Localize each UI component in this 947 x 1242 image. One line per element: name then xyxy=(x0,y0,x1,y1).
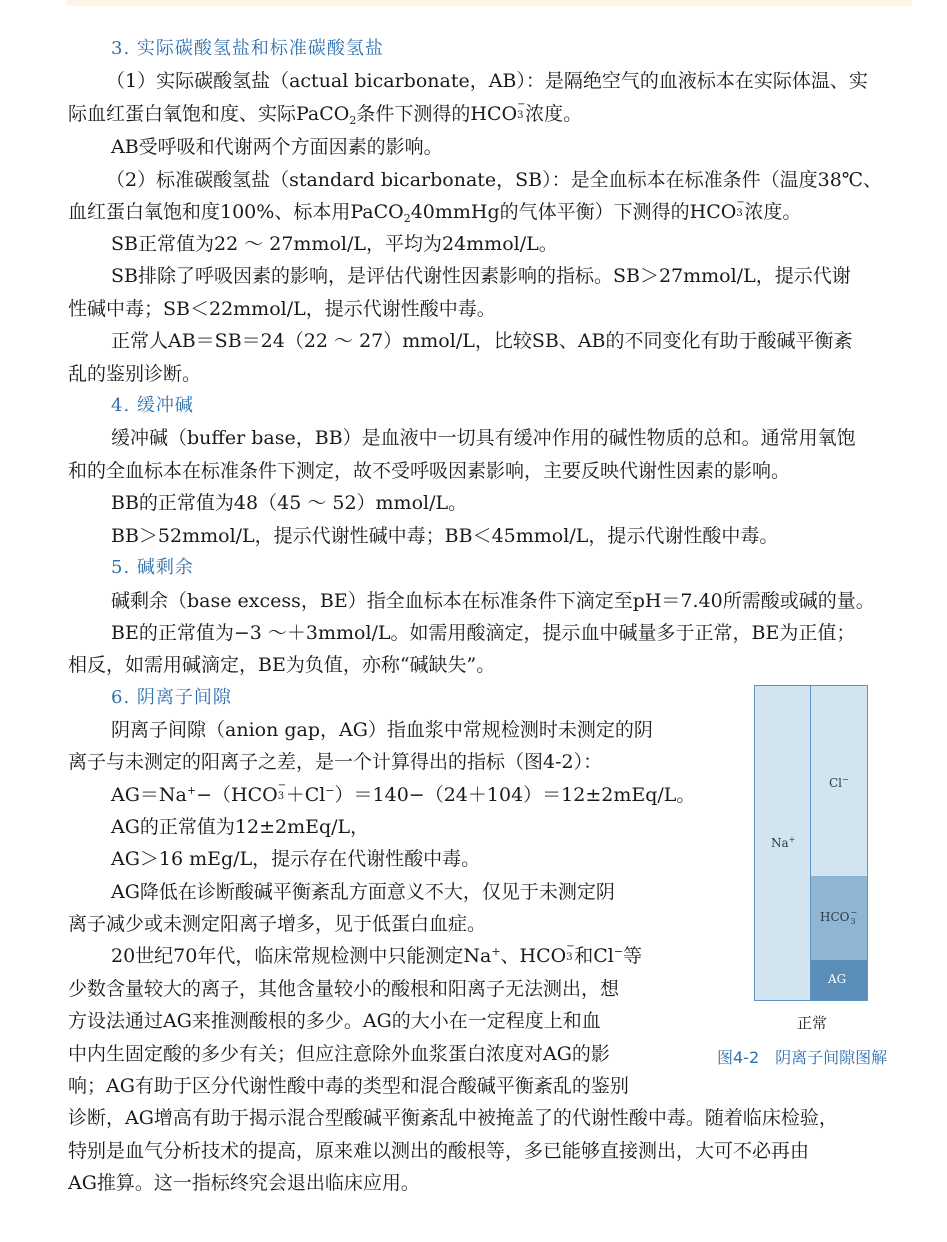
hco3-segment xyxy=(811,876,867,960)
paragraph-line: 阴离子间隙（anion gap，AG）指血浆中常规检测时未测定的阴 xyxy=(111,719,653,741)
hco3-label: HCO − 3 xyxy=(820,908,858,926)
top-band xyxy=(66,0,912,6)
paragraph-line: 特别是血气分析技术的提高，原来难以测出的酸根等，多已能够直接测出，大可不必再由 xyxy=(68,1140,810,1162)
paragraph-line: BE的正常值为−3 ～＋3mmol/L。如需用酸滴定，提示血中碱量多于正常，BE为正值； xyxy=(111,622,856,644)
paragraph-line: 离子与未测定的阳离子之差，是一个计算得出的指标（图4-2）： xyxy=(68,751,603,773)
paragraph-line: BB＞52mmol/L，提示代谢性碱中毒；BB＜45mmol/L，提示代谢性酸中毒。 xyxy=(111,525,779,547)
paragraph-line: SB排除了呼吸因素的影响，是评估代谢性因素影响的指标。SB＞27mmol/L，提示代谢 xyxy=(111,265,851,287)
paragraph-line: 方设法通过AG来推测酸根的多少。AG的大小在一定程度上和血 xyxy=(68,1010,601,1032)
paragraph-line: AG推算。这一指标终究会退出临床应用。 xyxy=(68,1172,420,1194)
cl-label: Cl− xyxy=(829,775,849,790)
paragraph-line: （2）标准碳酸氢盐（standard bicarbonate，SB）：是全血标本在标准条件（温度38℃、 xyxy=(106,169,883,191)
na-label: Na+ xyxy=(771,835,796,850)
na-column xyxy=(755,686,811,1000)
ag-label: AG xyxy=(828,972,847,986)
paragraph-line: （1）实际碳酸氢盐（actual bicarbonate，AB）：是隔绝空气的血液标本在实际体温、实 xyxy=(106,70,868,92)
paragraph-line: AB受呼吸和代谢两个方面因素的影响。 xyxy=(111,136,443,158)
formula-line: AG＝Na+−（HCO − 3 ＋Cl−）＝140−（24＋104）＝12±2mEq/L。 xyxy=(111,780,696,806)
paragraph-line: 正常人AB＝SB＝24（22 ～ 27）mmol/L，比较SB、AB的不同变化有助于酸碱平衡紊 xyxy=(111,330,853,352)
paragraph-line: AG＞16 mEg/L，提示存在代谢性酸中毒。 xyxy=(111,848,481,870)
paragraph-line: AG的正常值为12±2mEq/L， xyxy=(111,816,370,838)
heading-3: 3. 实际碳酸氢盐和标准碳酸氢盐 xyxy=(111,38,384,59)
paragraph-line: BB的正常值为48（45 ～ 52）mmol/L。 xyxy=(111,492,468,514)
paragraph-line: 乱的鉴别诊断。 xyxy=(68,363,202,385)
paragraph-line: 相反，如需用碱滴定，BE为负值，亦称“碱缺失”。 xyxy=(68,654,496,676)
paragraph-line: 少数含量较大的离子，其他含量较小的酸根和阳离子无法测出，想 xyxy=(68,978,620,1000)
figure-sublabel: 正常 xyxy=(797,1014,828,1032)
paragraph-line: 碱剩余（base excess，BE）指全血标本在标准条件下滴定至pH＝7.40所需酸或碱的量。 xyxy=(111,590,875,612)
anion-column xyxy=(811,686,867,1000)
paragraph-line: 中内生固定酸的多少有关；但应注意除外血浆蛋白浓度对AG的影 xyxy=(68,1043,610,1065)
paragraph-line: SB正常值为22 ～ 27mmol/L，平均为24mmol/L。 xyxy=(111,233,558,255)
paragraph-line: 和的全血标本在标准条件下测定，故不受呼吸因素影响，主要反映代谢性因素的影响。 xyxy=(68,460,791,482)
paragraph-line: 际血红蛋白氧饱和度、实际PaCO$_2$条件下测得的HCO − 3 浓度。 xyxy=(68,99,583,127)
paragraph-line: 20世纪70年代，临床常规检测中只能测定Na+、HCO − 3 和Cl−等 xyxy=(111,941,643,967)
paragraph-line: 血红蛋白氧饱和度100%、标本用PaCO$_2$40mmHg的气体平衡）下测得的HCO − 3 浓度。 xyxy=(68,197,802,225)
heading-5: 5. 碱剩余 xyxy=(111,557,194,578)
figure-caption: 图4-2 阴离子间隙图解 xyxy=(717,1048,888,1067)
paragraph-line: AG降低在诊断酸碱平衡紊乱方面意义不大，仅见于未测定阴 xyxy=(111,881,615,903)
paragraph-line: 诊断，AG增高有助于揭示混合型酸碱平衡紊乱中被掩盖了的代谢性酸中毒。随着临床检验， xyxy=(68,1107,838,1129)
paragraph-line: 离子减少或未测定阳离子增多，见于低蛋白血症。 xyxy=(68,913,487,935)
ag-segment xyxy=(811,960,867,1000)
paragraph-line: 性碱中毒；SB＜22mmol/L，提示代谢性酸中毒。 xyxy=(68,298,496,320)
paragraph-line: 缓冲碱（buffer base，BB）是血液中一切具有缓冲作用的碱性物质的总和。通常用氧饱 xyxy=(111,427,856,449)
heading-6: 6. 阴离子间隙 xyxy=(111,687,232,708)
anion-gap-diagram xyxy=(754,685,868,1001)
heading-4: 4. 缓冲碱 xyxy=(111,395,194,416)
paragraph-line: 响；AG有助于区分代谢性酸中毒的类型和混合酸碱平衡紊乱的鉴别 xyxy=(68,1075,629,1097)
cl-segment xyxy=(811,686,867,876)
